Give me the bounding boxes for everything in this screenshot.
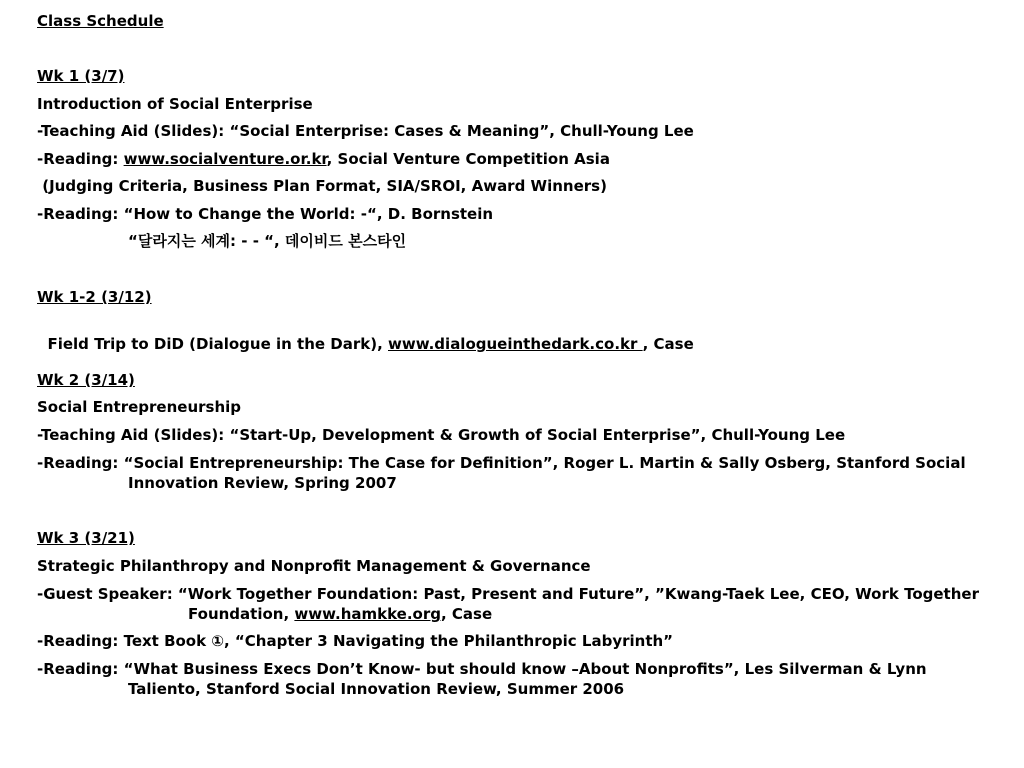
week1-heading: Wk 1 (3/7) (37, 67, 125, 85)
week12-trip-prefix: Field Trip to DiD (Dialogue in the Dark), (47, 335, 388, 353)
week1-reading1-suffix: , Social Venture Competition Asia (326, 150, 610, 168)
week2-teaching-aid: -Teaching Aid (Slides): “Start-Up, Development & Growth of Social Enterprise”, Chull-Young Lee (37, 426, 846, 444)
week3-topic: Strategic Philanthropy and Nonprofit Management & Governance (37, 557, 591, 575)
week1-teaching-aid: -Teaching Aid (Slides): “Social Enterprise: Cases & Meaning”, Chull-Young Lee (37, 122, 694, 140)
week2-reading-line2: Innovation Review, Spring 2007 (128, 474, 397, 492)
page-title: Class Schedule (37, 12, 164, 30)
week2-reading-line1: -Reading: “Social Entrepreneurship: The Case for Definition”, Roger L. Martin & Sally Osberg, Stanford Social (37, 454, 966, 472)
week3-reading1: -Reading: Text Book ①, “Chapter 3 Navigating the Philanthropic Labyrinth” (37, 632, 674, 650)
week2-topic: Social Entrepreneurship (37, 398, 242, 416)
week2-heading: Wk 2 (3/14) (37, 371, 135, 389)
socialventure-link[interactable]: www.socialventure.or.kr (123, 150, 327, 168)
week3-speaker-line1: -Guest Speaker: “Work Together Foundation: Past, Present and Future”, ”Kwang-Taek Lee, CEO, Work Together (37, 585, 979, 603)
week12-heading: Wk 1-2 (3/12) (37, 288, 152, 306)
week1-reading1-detail: (Judging Criteria, Business Plan Format, SIA/SROI, Award Winners) (37, 177, 607, 195)
week3-speaker-prefix: Foundation, (188, 605, 295, 623)
week1-reading1-prefix: -Reading: (37, 150, 124, 168)
dialogueinthedark-link[interactable]: www.dialogueinthedark.co.kr (388, 335, 643, 353)
week1-reading2: -Reading: “How to Change the World: -“, D. Bornstein (37, 205, 494, 223)
week12-trip-suffix: , Case (642, 335, 694, 353)
week1-topic: Introduction of Social Enterprise (37, 95, 313, 113)
week3-speaker-suffix: , Case (441, 605, 493, 623)
week3-reading2-line2: Taliento, Stanford Social Innovation Review, Summer 2006 (128, 680, 625, 698)
week3-heading: Wk 3 (3/21) (37, 529, 135, 547)
hamkke-link[interactable]: www.hamkke.org (294, 605, 441, 623)
week1-reading1 (37, 149, 610, 169)
week12-field-trip (37, 314, 694, 354)
week1-reading2-korean: “달라지는 세계: - - “, 데이비드 본스타인 (128, 232, 407, 250)
week3-speaker-line2 (188, 604, 492, 624)
week3-reading2-line1: -Reading: “What Business Execs Don’t Know- but should know –About Nonprofits”, Les Silverman & Lynn (37, 660, 927, 678)
